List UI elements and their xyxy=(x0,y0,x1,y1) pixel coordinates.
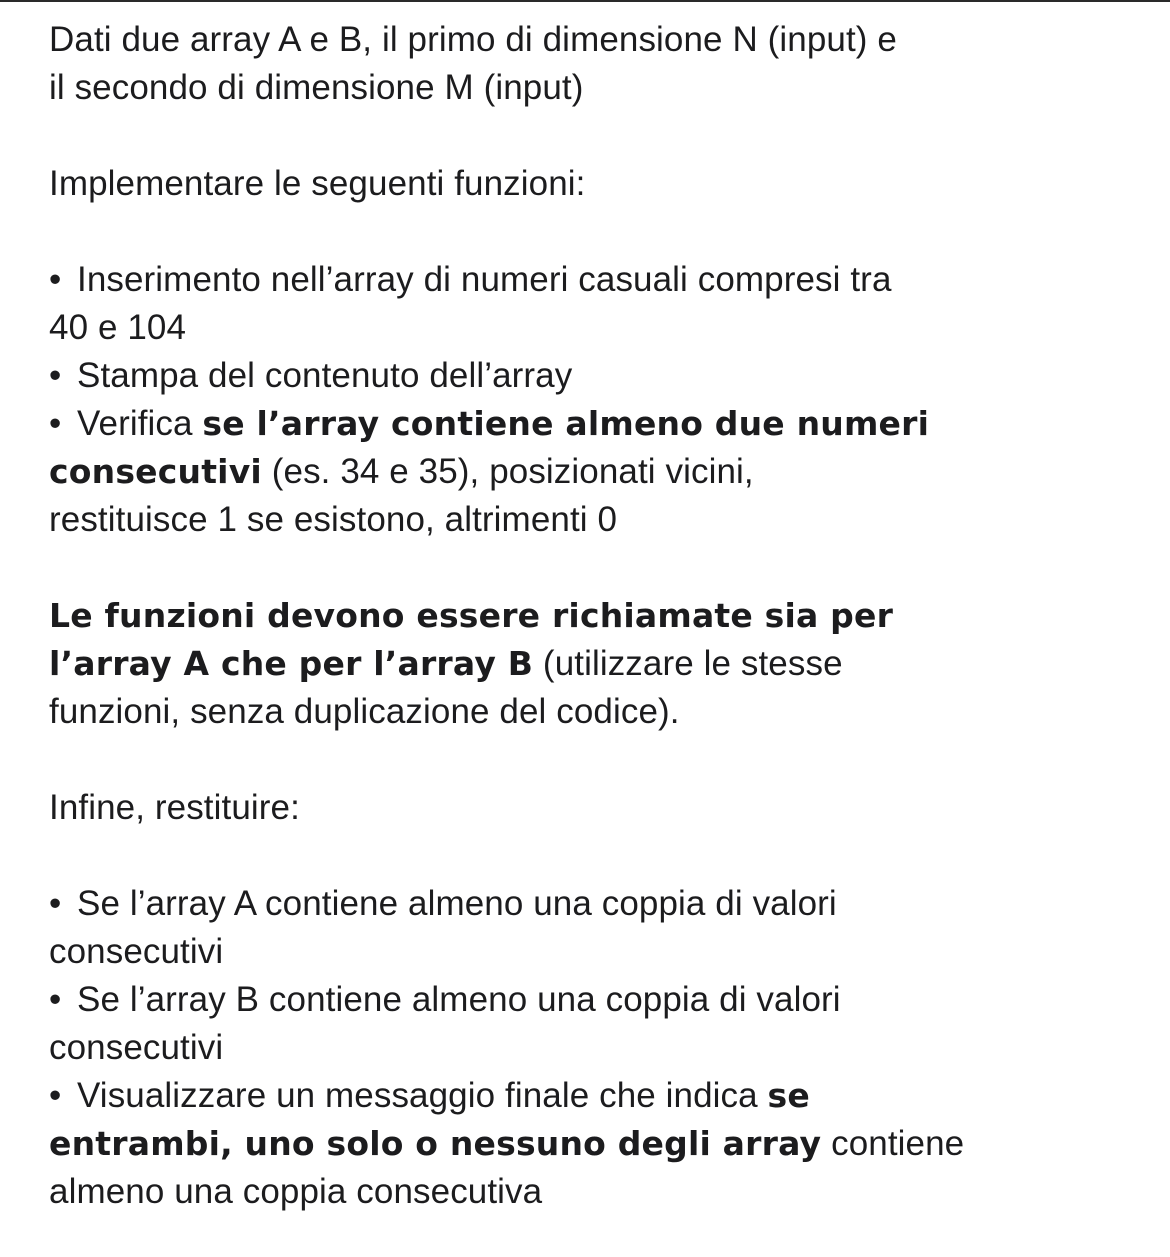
bullet-icon: • xyxy=(49,980,62,1019)
emphasis-text: l’array A che per l’array B xyxy=(49,644,534,683)
emphasis-text: Le funzioni devono essere richiamate sia per xyxy=(49,596,894,635)
assignment-text xyxy=(49,16,1139,1216)
list-item: • Inserimento nell’array di numeri casuali compresi tra xyxy=(49,256,1139,304)
bullet-icon: • xyxy=(49,404,62,443)
emphasis-text: entrambi, uno solo o nessuno degli array xyxy=(49,1124,822,1163)
list-item-continuation: consecutivi xyxy=(49,932,224,971)
emphasis-text: se l’array contiene almeno due numeri xyxy=(202,404,930,443)
top-divider xyxy=(0,0,1170,2)
list-item: • Verifica se l’array contiene almeno due numeri xyxy=(49,400,1139,448)
list-item: • Se l’array B contiene almeno una coppia di valori xyxy=(49,976,1139,1024)
bullet-icon: • xyxy=(49,1076,62,1115)
list-item: • Se l’array A contiene almeno una coppia di valori xyxy=(49,880,1139,928)
list-item-continuation: 40 e 104 xyxy=(49,308,187,347)
bullet-icon: • xyxy=(49,356,62,395)
functions-heading: Implementare le seguenti funzioni: xyxy=(49,164,586,203)
list-item-continuation: restituisce 1 se esistono, altrimenti 0 xyxy=(49,500,618,539)
list-item-continuation: consecutivi xyxy=(49,1028,224,1067)
emphasis-text: consecutivi xyxy=(49,452,262,491)
results-list xyxy=(49,880,1139,1216)
intro-line-2: il secondo di dimensione M (input) xyxy=(49,68,584,107)
list-item-continuation: almeno una coppia consecutiva xyxy=(49,1172,543,1211)
list-item: • Stampa del contenuto dell’array xyxy=(49,352,1139,400)
functions-list xyxy=(49,256,1139,544)
emphasis-text: se xyxy=(767,1076,810,1115)
intro-line-1: Dati due array A e B, il primo di dimensione N (input) e xyxy=(49,20,897,59)
intro-paragraph xyxy=(49,16,1139,112)
list-item-continuation: entrambi, uno solo o nessuno degli array contiene xyxy=(49,1124,965,1163)
call-note-paragraph: Le funzioni devono essere richiamate sia per l’array A che per l’array B (utilizzare le stesse funzioni, senza duplicazione del codice). xyxy=(49,596,894,731)
list-item: • Visualizzare un messaggio finale che indica se xyxy=(49,1072,1139,1120)
final-heading: Infine, restituire: xyxy=(49,788,300,827)
list-item-continuation: consecutivi (es. 34 e 35), posizionati vicini, xyxy=(49,452,754,491)
bullet-icon: • xyxy=(49,884,62,923)
bullet-icon: • xyxy=(49,260,62,299)
